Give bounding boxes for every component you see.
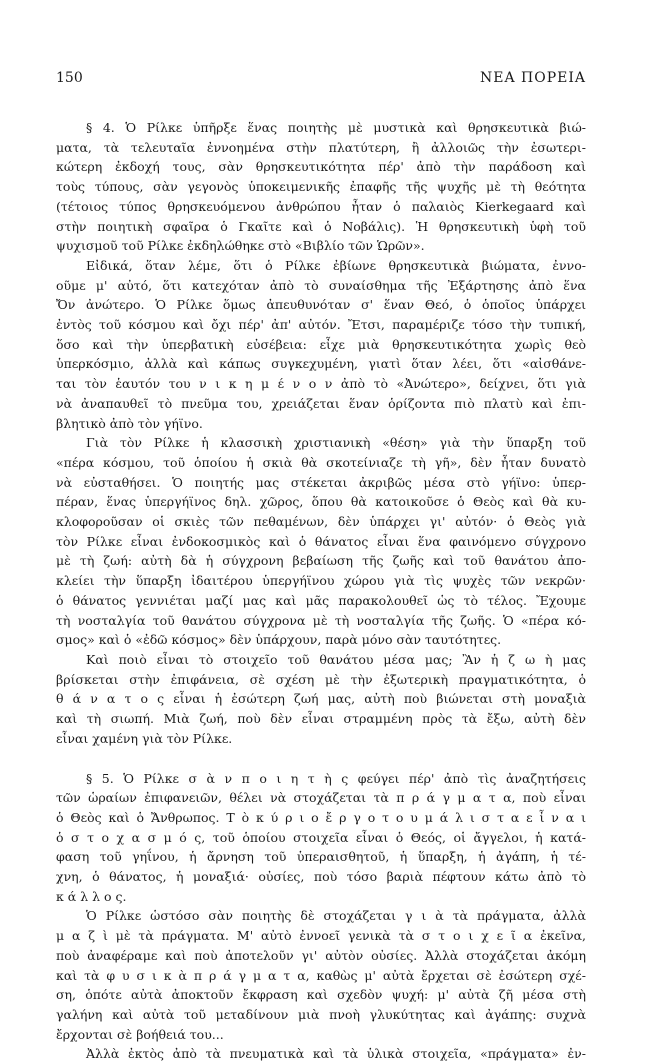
- text-line: «πέρα κόσμου, τοῦ ὁποίου ἡ σκιὰ θὰ σκοτείνιαζε τὴ γῆ», δὲν ἦταν δυνατὸ: [56, 453, 586, 473]
- text-line: Καὶ ποιὸ εἶναι τὸ στοιχεῖο τοῦ θανάτου μέσα μας; Ἂν ἡ ζ ω ὴ μας: [56, 650, 586, 670]
- text-line: ὅσο καὶ τὴν ὑπερβατικὴ εὐσέβεια: εἶχε μιὰ θρησκευτικότητα χωρὶς θεὸ: [56, 335, 586, 355]
- text-line: καὶ τὰ φ υ σ ι κ ὰ π ρ ά γ μ α τ α, καθὼς μ' αὐτὰ ἔρχεται σὲ ἐσώτερη σχέ-: [56, 966, 586, 986]
- text-line: ὁ Θεὸς καὶ ὁ Ἄνθρωπος. Τ ὸ κ ύ ρ ι ο ἔ ρ γ ο τ ο υ μ ά λ ι σ τ α ε ἶ ν α ι: [56, 808, 586, 828]
- text-line: ματα, τὰ τελευταῖα ἐννοημένα στὴν πλατύτερη, ἢ ἀλλοιῶς τὴν ἐσωτερι-: [56, 138, 586, 158]
- text-line: κλείει τὴν ὕπαρξη ἰδαιτέρου ὑπεργήϊνου χώρου γιὰ τὶς ψυχὲς τῶν νεκρῶν·: [56, 571, 586, 591]
- text-line: φαση τοῦ γηΐνου, ἡ ἄρνηση τοῦ ὑπεραισθητοῦ, ἡ ὕπαρξη, ἡ ἀγάπη, ἡ τέ-: [56, 847, 586, 867]
- text-line: ἔρχονται σὲ βοήθειά του...: [56, 1025, 586, 1045]
- text-line: νὰ εὐσταθήσει. Ὁ ποιητής μας στέκεται ἀκριβῶς μέσα στὸ γήϊνο: ὑπερ-: [56, 473, 586, 493]
- section-gap: [56, 749, 586, 769]
- text-line: ὁ θάνατος γεννιέται μαζί μας καὶ μᾶς παρακολουθεῖ ὡς τὸ τέλος. Ἔχουμε: [56, 591, 586, 611]
- text-line: τῶν ὡραίων ἐπιφανειῶν, θέλει νὰ στοχάζεται τὰ π ρ ά γ μ α τ α, ποὺ εἶναι: [56, 788, 586, 808]
- text-line: μ α ζ ὶ μὲ τὰ πράγματα. Μ' αὐτὸ ἐννοεῖ γενικὰ τὰ σ τ ο ι χ ε ῖ α ἐκεῖνα,: [56, 926, 586, 946]
- text-line: κώτερη ἐκδοχή τους, σὰν θρησκευτικότητα πέρ' ἀπὸ τὴν παράδοση καὶ: [56, 157, 586, 177]
- text-line: χνη, ὁ θάνατος, ἡ μοναξιά· οὐσίες, ποὺ τόσο βαριὰ πέφτουν κάτω ἀπὸ τὸ: [56, 867, 586, 887]
- text-line: ἐντὸς τοῦ κόσμου καὶ ὄχι πέρ' ἀπ' αὐτόν. Ἔτσι, παραμέριζε τόσο τὴν τυπική,: [56, 315, 586, 335]
- text-line: Εἰδικά, ὅταν λέμε, ὅτι ὁ Ρίλκε ἐβίωνε θρησκευτικὰ βιώματα, ἐννο-: [56, 256, 586, 276]
- text-line: μὲ τὴ ζωή: αὐτὴ δὰ ἡ σύγχρονη βεβαίωση τῆς ζωῆς καὶ τοῦ θανάτου ἀπο-: [56, 551, 586, 571]
- text-line: σμος» καὶ ὁ «ἐδῶ κόσμος» δὲν ὑπάρχουν, παρὰ μόνο σὰν ταυτότητες.: [56, 630, 586, 650]
- text-line: (τέτοιος τύπος θρησκευόμενου ἀνθρώπου ἦταν ὁ παλαιὸς Kierkegaard καὶ: [56, 197, 586, 217]
- text-line: ὑπερκόσμιο, ἀλλὰ καὶ κάπως συγκεχυμένη, γιατὶ ὅταν λέει, ὅτι «αἰσθάνε-: [56, 354, 586, 374]
- text-line: ποὺ ἀναφέραμε καὶ ποὺ ἀποτελοῦν γι' αὐτὸν οὐσίες. Ἀλλὰ στοχάζεται ἀκόμη: [56, 946, 586, 966]
- text-line: καὶ τὴ σιωπή. Μιὰ ζωή, ποὺ δὲν εἶναι στραμμένη πρὸς τὰ ἔξω, αὐτὴ δὲν: [56, 709, 586, 729]
- body-text: [56, 118, 586, 1064]
- text-line: τὴ νοσταλγία τοῦ θανάτου σύγχρονα μὲ τὴ νοσταλγία τῆς ζωῆς. Ὁ «πέρα κό-: [56, 611, 586, 631]
- text-line: νὰ ἀναπαυθεῖ τὸ πνεῦμα του, χρειάζεται ἕναν ὁρίζοντα πιὸ πλατὺ καὶ ἐπι-: [56, 394, 586, 414]
- running-title: ΝΕΑ ΠΟΡΕΙΑ: [480, 70, 586, 86]
- text-line: κλοφοροῦσαν οἱ σκιὲς τῶν πεθαμένων, δὲν ὑπάρχει γι' αὐτόν· ὁ Θεὸς γιὰ: [56, 512, 586, 532]
- text-line: § 5. Ὁ Ρίλκε σ ὰ ν π ο ι η τ ὴ ς φεύγει πέρ' ἀπὸ τὶς ἀναζητήσεις: [56, 769, 586, 789]
- text-line: τοὺς τύπους, σὰν γεγονὸς ὑποκειμενικῆς ἐπαφῆς τῆς ψυχῆς μὲ τὴ θεότητα: [56, 177, 586, 197]
- text-line: ὁ σ τ ο χ α σ μ ό ς, τοῦ ὁποίου στοιχεῖα εἶναι ὁ Θεός, οἱ ἄγγελοι, ἡ κατά-: [56, 828, 586, 848]
- text-line: Γιὰ τὸν Ρίλκε ἡ κλασσικὴ χριστιανικὴ «θέση» γιὰ τὴν ὕπαρξη τοῦ: [56, 433, 586, 453]
- text-line: ψυχισμοῦ τοῦ Ρίλκε ἐκδηλώθηκε στὸ «Βιβλίο τῶν Ὡρῶν».: [56, 236, 586, 256]
- text-line: Ἀλλὰ ἐκτὸς ἀπὸ τὰ πνευματικὰ καὶ τὰ ὑλικὰ στοιχεῖα, «πράγματα» ἐν-: [56, 1044, 586, 1064]
- text-line: θ ά ν α τ ο ς εἶναι ἡ ἐσώτερη ζωή μας, αὐτὴ ποὺ βιώνεται στὴ μοναξιὰ: [56, 689, 586, 709]
- section-5: [56, 769, 586, 1064]
- page-number: 150: [56, 70, 83, 86]
- text-line: βλητικὸ ἀπὸ τὸν γήϊνο.: [56, 414, 586, 434]
- text-line: ση, ὁπότε αὐτὰ ἀποκτοῦν ἔκφραση καὶ σχεδὸν ψυχή: μ' αὐτὰ ζῆ μέσα στὴ: [56, 985, 586, 1005]
- text-line: στὴν ποιητικὴ σφαῖρα ὁ Γκαῖτε καὶ ὁ Νοβάλις). Ἡ θρησκευτικὴ ὑφὴ τοῦ: [56, 217, 586, 237]
- text-line: τὸν Ρίλκε εἶναι ἐνδοκοσμικὸς καὶ ὁ θάνατος εἶναι ἕνα φαινόμενο σύγχρονο: [56, 532, 586, 552]
- text-line: ται τὸν ἑαυτόν του ν ι κ η μ έ ν ο ν ἀπὸ τὸ «Ἀνώτερο», δείχνει, ὅτι γιὰ: [56, 374, 586, 394]
- text-line: Ὁ Ρίλκε ὡστόσο σὰν ποιητὴς δὲ στοχάζεται γ ι ὰ τὰ πράγματα, ἀλλὰ: [56, 906, 586, 926]
- text-line: Ὄν ἀνώτερο. Ὁ Ρίλκε ὅμως ἀπευθυνόταν σ' ἕναν Θεό, ὁ ὁποῖος ὑπάρχει: [56, 295, 586, 315]
- page-header: [56, 70, 586, 86]
- text-line: γαλήνη καὶ αὐτὰ τοῦ μεταδίνουν μιὰ πνοὴ γλυκύτητας καὶ ἀγάπης: συχνὰ: [56, 1005, 586, 1025]
- text-line: κ ά λ λ ο ς.: [56, 887, 586, 907]
- text-line: οῦμε μ' αὐτό, ὅτι κατεχόταν ἀπὸ τὸ συναίσθημα τῆς Ἐξάρτησης ἀπὸ ἕνα: [56, 276, 586, 296]
- text-line: § 4. Ὁ Ρίλκε ὑπῆρξε ἕνας ποιητὴς μὲ μυστικὰ καὶ θρησκευτικὰ βιώ-: [56, 118, 586, 138]
- text-line: βρίσκεται στὴν ἐπιφάνεια, σὲ σχέση μὲ τὴν ἐξωτερικὴ πραγματικότητα, ὁ: [56, 670, 586, 690]
- section-4: [56, 118, 586, 749]
- text-line: πέραν, ἕνας ὑπεργήϊνος δηλ. χῶρος, ὅπου θὰ κατοικοῦσε ὁ Θεὸς καὶ θὰ κυ-: [56, 492, 586, 512]
- text-line: εἶναι χαμένη γιὰ τὸν Ρίλκε.: [56, 729, 586, 749]
